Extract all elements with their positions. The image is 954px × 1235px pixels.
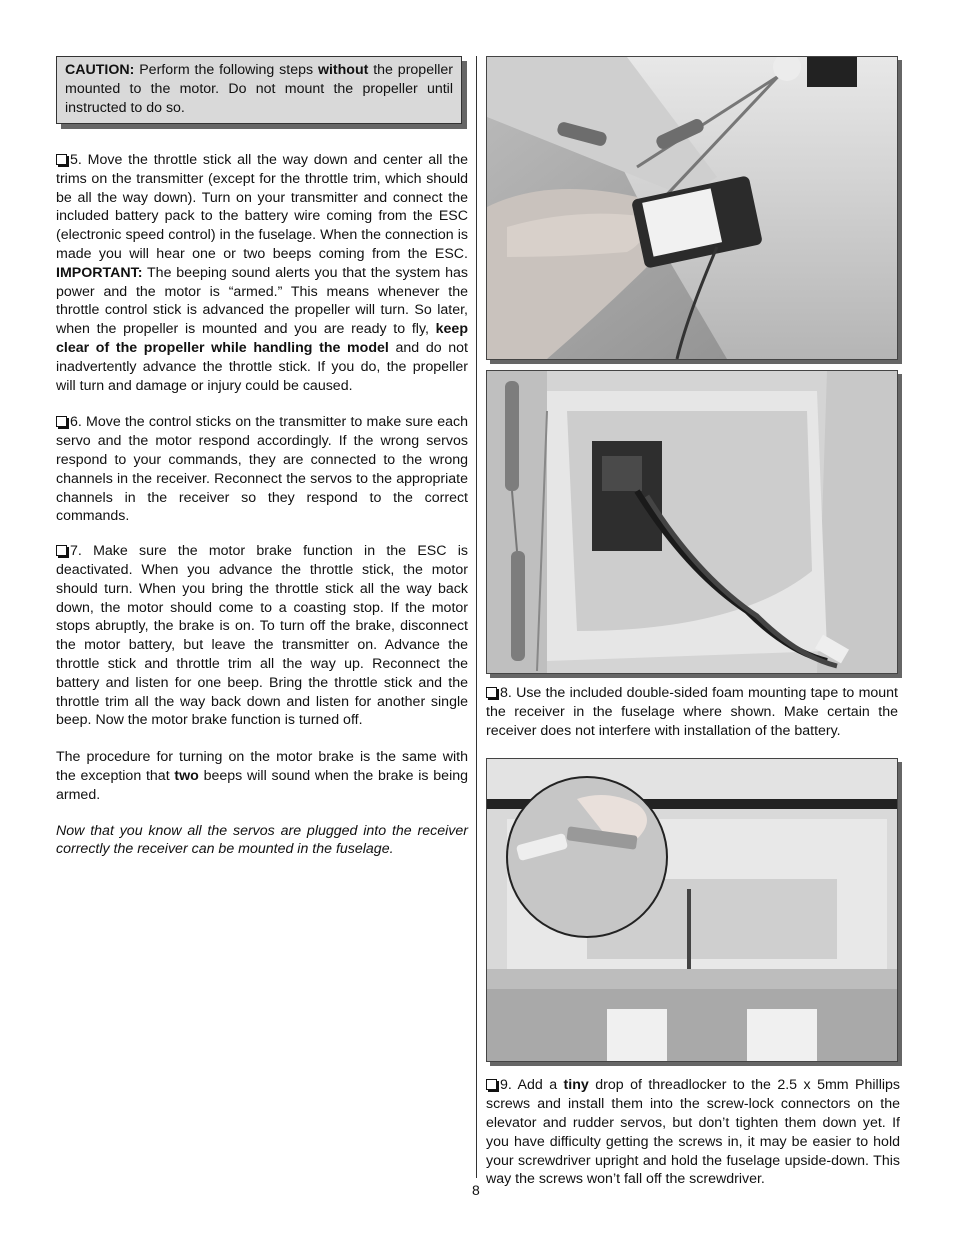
- step-7-text: 7. Make sure the motor brake function in the ESC is deactivated. When you advance the throttle stick, the motor should turn. When you bring the throttle stick all the way back down, the motor should come to a coasting stop. If the motor stops abruptly, the brake is on. To turn off the brake, disconnect the motor battery, but leave the transmitter on. Advance the throttle stick and throttle trim all the way up. Reconnect the battery and listen for one beep. Bring the throttle stick and the throttle trim all the way back down and listen for another single beep. Now the motor brake function is turned off.: [56, 543, 468, 729]
- checkbox-icon[interactable]: [56, 545, 67, 556]
- caution-text-1: Perform the following steps: [134, 62, 318, 78]
- photo-receiver-in-hand-image: [487, 57, 897, 359]
- photo-receiver-in-hand: [486, 56, 898, 360]
- right-column: [486, 56, 898, 1189]
- left-column: [56, 56, 468, 859]
- photo-servo-screw-closeup-image: [487, 759, 897, 1061]
- step-8-text: 8. Use the included double-sided foam mounting tape to mount the receiver in the fuselage where shown. Make certain the receiver does not interfere with installation of the battery.: [486, 685, 898, 739]
- checkbox-icon[interactable]: [56, 154, 67, 165]
- step-7-paragraph: [56, 542, 468, 730]
- step-9-text-2: drop of threadlocker to the 2.5 x 5mm Phillips screws and install them into the screw-lock connectors on the elevator and rudder servos, but don’t tighten them down yet. If you have difficulty getting the screws in, it may be easier to hold your screwdriver upright and hold the fuselage upside-down. This way the screws won’t fall off the screwdriver.: [486, 1077, 900, 1188]
- step-5-important: IMPORTANT:: [56, 264, 143, 281]
- photo-receiver-mounted: [486, 370, 898, 674]
- caution-text-2: the propeller mounted to the motor. Do not mount the propeller until instructed to do so.: [65, 62, 454, 116]
- note-text: Now that you know all the servos are plugged into the receiver correctly the receiver can be mounted in the fuselage.: [56, 822, 468, 858]
- note-paragraph: [56, 822, 468, 860]
- checkbox-icon[interactable]: [486, 1079, 497, 1090]
- page-number: 8: [472, 1182, 480, 1198]
- step-9-paragraph: [486, 1076, 900, 1189]
- photo-receiver-mounted-image: [487, 371, 897, 673]
- brake-bold-two: two: [174, 767, 199, 784]
- caution-box: [56, 56, 462, 124]
- step-9-text-1: 9. Add a: [500, 1077, 564, 1094]
- brake-text-2: beeps will sound when the brake is being armed.: [56, 767, 469, 803]
- caution-label: CAUTION:: [65, 62, 135, 78]
- step-5-text-2: The beeping sound alerts you that the system has power and the motor is “armed.” This means whenever the throttle control stick is advanced the propeller will turn. So later, when the propeller is mounted and you are ready to fly,: [56, 264, 468, 338]
- step-5-text-1: 5. Move the throttle stick all the way down and center all the trims on the transmitter (except for the throttle trim, which should be all the way down). Turn on your transmitter and connect the included battery pack to the battery wire coming from the ESC (electronic speed control) in the fuselage. When the connection is made you will hear one or two beeps coming from the ESC.: [56, 152, 468, 262]
- step-5-paragraph: [56, 151, 468, 395]
- checkbox-icon[interactable]: [56, 416, 67, 427]
- checkbox-icon[interactable]: [486, 687, 497, 698]
- step-6-text: 6. Move the control sticks on the transmitter to make sure each servo and the motor respond accordingly. If the wrong servos respond to your commands, they are connected to the wrong channels in the receiver. Reconnect the servos to the appropriate channels in the receiver so they respond to the correct commands.: [56, 414, 468, 525]
- step-5-warning: keep clear of the propeller while handling the model: [56, 321, 468, 356]
- caution-bold-without: without: [317, 62, 369, 78]
- brake-paragraph: [56, 748, 468, 804]
- step-9-bold-tiny: tiny: [563, 1077, 589, 1094]
- column-divider: [476, 56, 477, 1178]
- step-8-paragraph: [486, 684, 898, 740]
- photo-servo-screw-closeup: [486, 758, 898, 1062]
- step-5-text-3: and do not inadvertently advance the throttle stick. If you do, the propeller will turn and damage or injury could be caused.: [56, 339, 469, 394]
- brake-text-1: The procedure for turning on the motor brake is the same with the exception that: [56, 749, 468, 784]
- step-6-paragraph: [56, 413, 468, 526]
